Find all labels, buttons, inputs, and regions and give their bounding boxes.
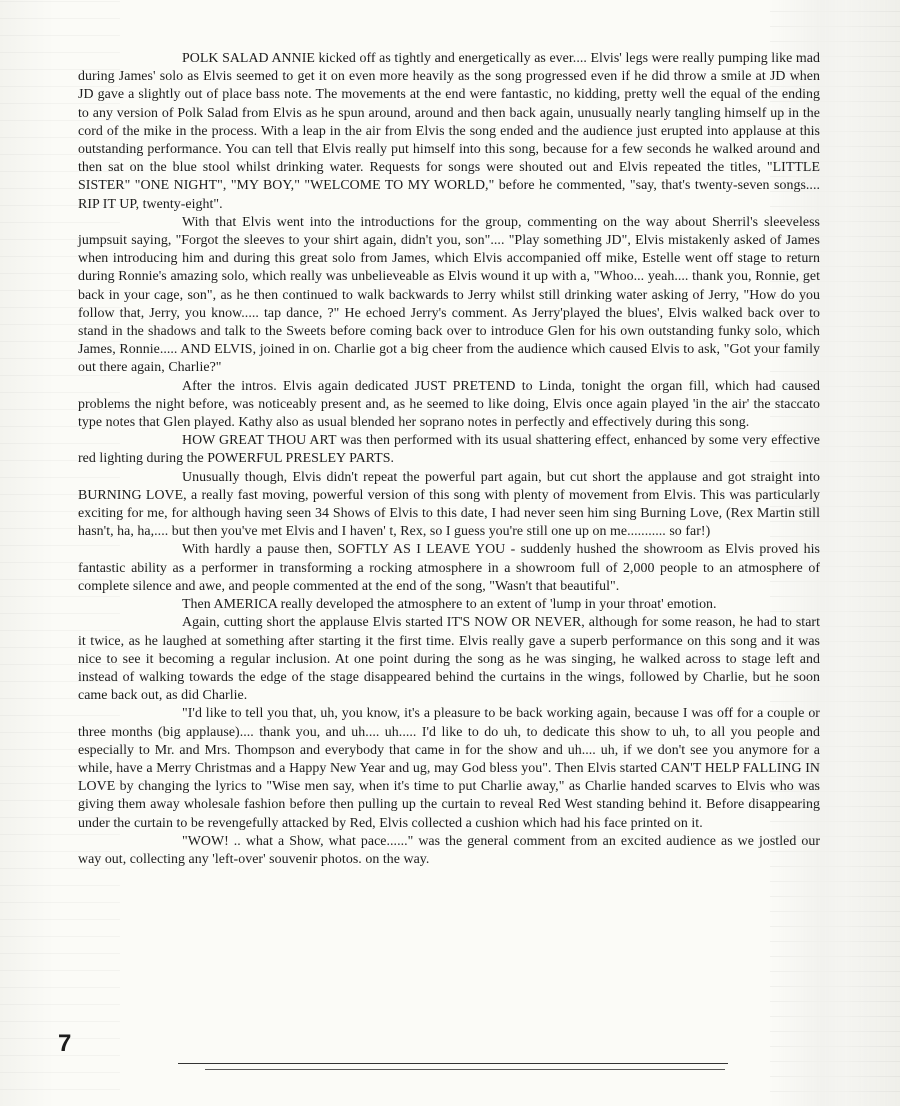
underline-rule — [178, 1063, 728, 1064]
paragraph-introductions: With that Elvis went into the introductions for the group, commenting on the way about Sherril's sleeveless jumpsuit saying, "Forgot the sleeves to your shirt again, didn't you, son".... "Play something JD", Elvis mistakenly asked of James when introducing him and during this great solo from James, which Elvis accompanied off mike, Estelle went off stage to return during Ronnie's amazing solo, which really was unbelieveable as Elvis wound it up with a, "Whoo... yeah.... thank you, Ronnie, get back in your cage, son", as he then continued to walk backwards to Jerry whilst still drinking water asking of Jerry, "How do you follow that, Jerry, you know..... tap dance, ?" He echoed Jerry's comment. As Jerry'played the blues', Elvis walked back over to stand in the shadows and talk to the Sweets before coming back over to introduce Glen for his own outstanding funky solo, which James, Ronnie..... AND ELVIS, joined in on. Charlie got a big cheer from the audience which caused Elvis to ask, "Got your family out there again, Charlie?" — [78, 214, 820, 376]
paragraph-wow: "WOW! .. what a Show, what pace......" was the general comment from an excited audience as we jostled our way out, collecting any 'left-over' souvenir photos. on the way. — [78, 833, 820, 867]
paragraph-burning-love: Unusually though, Elvis didn't repeat the powerful part again, but cut short the applause and got straight into BURNING LOVE, a really fast moving, powerful version of this song with plenty of movement from Elvis. This was particularly exciting for me, for although having seen 34 Shows of Elvis to this date, I had never seen him sing Burning Love, (Rex Martin still hasn't, ha, ha,.... but then you've met Elvis and I haven' t, Rex, so I guess you're still one up on me........... so far!) — [78, 469, 820, 540]
paragraph-closing-speech: "I'd like to tell you that, uh, you know, it's a pleasure to be back working again, because I was off for a couple or three months (big applause).... thank you, and uh.... uh..... I'd like to do uh, to dedicate this show to uh, to all you people and especially to Mr. and Mrs. Thompson and everybody that came in for the show and uh.... uh, if we don't see you anymore for a while, have a Merry Christmas and a Happy New Year and ug, may God bless you". Then Elvis started CAN'T HELP FALLING IN LOVE by changing the lyrics to "Wise men say, when it's time to put Charlie away," as Charlie handed scarves to Elvis who was giving them away wholesale fashion before then pulling up the curtain to reveal Red West standing behind it. Before disappearing under the curtain to be revengefully attacked by Red, Elvis collected a cushion which had his face printed on it. — [78, 706, 820, 831]
paragraph-just-pretend: After the intros. Elvis again dedicated JUST PRETEND to Linda, tonight the organ fill, which had caused problems the night before, was noticeably present and, as he seemed to like doing, Elvis once again played 'in the air' the staccato type notes that Glen played. Kathy also as usual blended her soprano notes in perfectly and effectively during this song. — [78, 378, 820, 431]
article-body — [78, 50, 820, 869]
underline-rule-secondary — [205, 1069, 725, 1070]
paragraph-its-now-or-never: Again, cutting short the applause Elvis started IT'S NOW OR NEVER, although for some reason, he had to start it twice, as he laughed at something after starting it the first time. Elvis really gave a superb performance on this song and it was nice to see it becoming a regular inclusion. At one point during the song as he was singing, he walked across to stage left and instead of walking towards the edge of the stage disappeared behind the curtains in the wings, followed by Charlie, but he soon came back out, as did Charlie. — [78, 615, 820, 704]
paragraph-polk-salad-annie: POLK SALAD ANNIE kicked off as tightly and energetically as ever.... Elvis' legs were really pumping like mad during James' solo as Elvis seemed to get it on even more heavily as the song progressed even if he did throw a smile at JD when JD gave a slightly out of place bass note. The movements at the end were fantastic, no kidding, pretty well the equal of the ending to any version of Polk Salad from Elvis as he spun around, around and then back again, unusually nearly tangling himself up in the cord of the mike in the process. With a leap in the air from Elvis the song ended and the audience just erupted into applause at this outstanding performance. You can tell that Elvis really put himself into this song, because for a few seconds he walked around and then sat on the blue stool whilst drinking water. Requests for songs were shouted out and Elvis repeated the titles, "LITTLE SISTER" "ONE NIGHT", "MY BOY," "WELCOME TO MY WORLD," before he commented, "say, that's twenty-seven songs.... RIP IT UP, twenty-eight". — [78, 51, 820, 212]
paragraph-softly-as-i-leave-you: With hardly a pause then, SOFTLY AS I LEAVE YOU - suddenly hushed the showroom as Elvis proved his fantastic ability as a performer in transforming a rocking atmosphere in a showroom full of 2,000 people to an atmosphere of complete silence and awe, and people commented at the end of the song, "Wasn't that beautiful". — [78, 542, 820, 594]
paragraph-how-great-thou-art: HOW GREAT THOU ART was then performed with its usual shattering effect, enhanced by some very effective red lighting during the POWERFUL PRESLEY PARTS. — [78, 433, 820, 467]
paragraph-america: Then AMERICA really developed the atmosphere to an extent of 'lump in your throat' emotion. — [182, 597, 717, 613]
page-number: 7 — [58, 1030, 72, 1057]
